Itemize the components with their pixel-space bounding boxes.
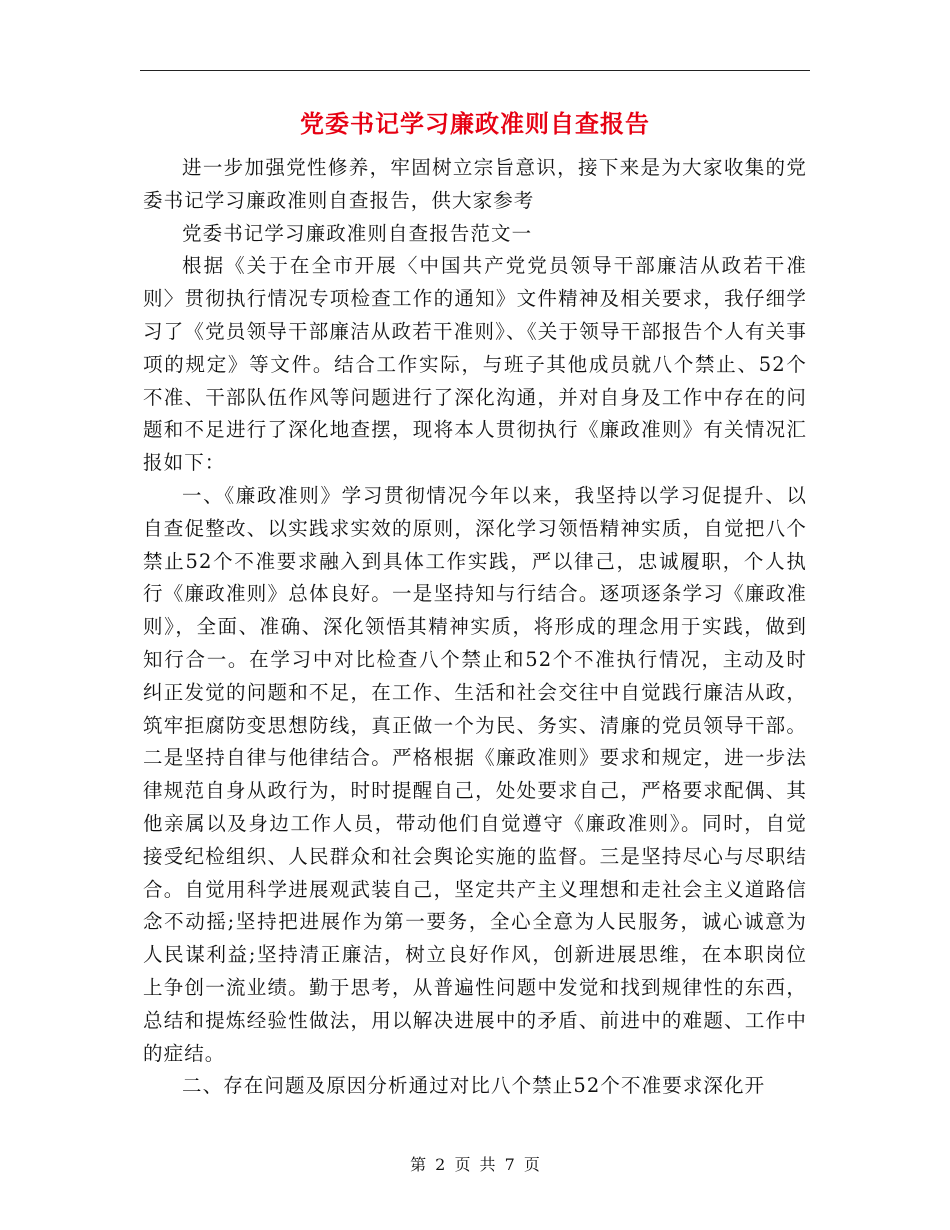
intro-paragraph: 进一步加强党性修养，牢固树立宗旨意识，接下来是为大家收集的党委书记学习廉政准则自查报告，供大家参考 xyxy=(143,156,807,212)
page-number: 第 2 页 共 7 页 xyxy=(410,1155,540,1174)
body-paragraph: 根据《关于在全市开展〈中国共产党党员领导干部廉洁从政若干准则〉贯彻执行情况专项检查工作的通知》文件精神及相关要求，我仔细学习了《党员领导干部廉洁从政若干准则》、《关于领导干部报告个人有关事项的规定》等文件。结合工作实际，与班子其他成员就八个禁止、52个不准、干部队伍作风等问题进行了深化沟通，并对自身及工作中存在的问题和不足进行了深化地查摆，现将本人贯彻执行《廉政准则》有关情况汇报如下： xyxy=(143,254,807,475)
document-body xyxy=(143,152,807,1103)
body-paragraph: 二、存在问题及原因分析通过对比八个禁止52个不准要求深化开 xyxy=(182,1074,766,1098)
document-title: 党委书记学习廉政准则自查报告 xyxy=(300,109,650,138)
section-heading: 党委书记学习廉政准则自查报告范文一 xyxy=(182,221,533,245)
body-paragraph: 一、《廉政准则》学习贯彻情况今年以来，我坚持以学习促提升、以自查促整改、以实践求实效的原则，深化学习领悟精神实质，自觉把八个禁止52个不准要求融入到具体工作实践，严以律己，忠诚履职，个人执行《廉政准则》总体良好。一是坚持知与行结合。逐项逐条学习《廉政准则》，全面、准确、深化领悟其精神实质，将形成的理念用于实践，做到知行合一。在学习中对比检查八个禁止和52个不准执行情况，主动及时纠正发觉的问题和不足，在工作、生活和社会交往中自觉践行廉洁从政，筑牢拒腐防变思想防线，真正做一个为民、务实、清廉的党员领导干部。二是坚持自律与他律结合。严格根据《廉政准则》要求和规定，进一步法律规范自身从政行为，时时提醒自己，处处要求自己，严格要求配偶、其他亲属以及身边工作人员，带动他们自觉遵守《廉政准则》。同时，自觉接受纪检组织、人民群众和社会舆论实施的监督。三是坚持尽心与尽职结合。自觉用科学进展观武装自己，坚定共产主义理想和走社会主义道路信念不动摇;坚持把进展作为第一要务，全心全意为人民服务，诚心诚意为人民谋利益;坚持清正廉洁，树立良好作风，创新进展思维，在本职岗位上争创一流业绩。勤于思考，从普遍性问题中发觉和找到规律性的东西，总结和提炼经验性做法，用以解决进展中的矛盾、前进中的难题、工作中的症结。 xyxy=(143,483,807,1065)
header-rule xyxy=(140,70,810,71)
